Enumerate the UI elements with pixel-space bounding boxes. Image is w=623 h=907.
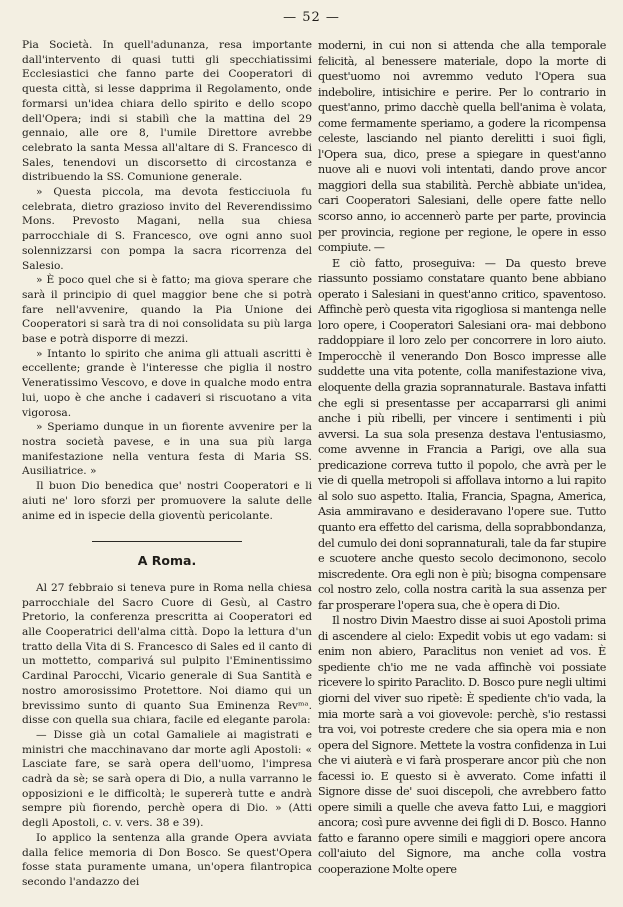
right-column	[318, 38, 606, 878]
paragraph: Al 27 febbraio si teneva pure in Roma nella chiesa parrocchiale del Sacro Cuore di Gesù, al Castro Pretorio, la conferenza prescritta ai Cooperatori ed alle Cooperatrici dell'alma città. Dopo la lettura d'un tratto della Vita di S. Francesco di Sales ed il canto di un mottetto, comparivá sul pulpito l'Eminentissimo Cardinal Parocchi, Vicario generale di Sua Santità e nostro amorosissimo Protettore. Noi diamo qui un brevissimo sunto di quanto Sua Eminenza Revᵐᵃ. disse con quella sua chiara, facile ed elegante parola:	[22, 581, 312, 727]
paragraph: Pia Società. In quell'adunanza, resa importante dall'intervento di quasi tutti gli specchiatissimi Ecclesiastici che fanno parte dei Cooperatori di questa città, si lesse dapprima il Regolamento, onde formarsi un'idea chiara dello spirito e dello scopo dell'Opera; indi si stabilì che la mattina del 29 gennaio, alle ore 8, l'umile Direttore avrebbe celebrato la santa Messa all'altare di S. Francesco di Sales, tenendovi un discorsetto di circostanza e distribuendo la SS. Comunione generale.	[22, 39, 312, 184]
paragraph: » Speriamo dunque in un fiorente avvenire per la nostra società pavese, e in una sua più larga manifestazione nella ventura festa di Maria SS. Ausiliatrice. »	[22, 421, 312, 478]
paragraph: Il buon Dio benedica que' nostri Cooperatori e li aiuti ne' loro sforzi per promuovere la salute delle anime ed in ispecie della gioventù pericolante.	[22, 480, 312, 522]
paragraph: » Questa piccola, ma devota festicciuola fu celebrata, dietro grazioso invito del Reverendissimo Mons. Prevosto Magani, nella sua chiesa parrocchiale di S. Francesco, ove ogni anno suol solennizzarsi con pompa la sacra ricorrenza del Salesio.	[22, 186, 312, 272]
paragraph: — Disse già un cotal Gamaliele ai magistrati e ministri che macchinavano dar morte agli Apostoli: « Lasciate fare, se sarà opera dell'uomo, l'impresa cadrà da sè; se sarà opera di Dio, a nulla varranno le opposizioni e le difficoltà; le supererà tutte e andrà sempre più fiorendo, perchè opera di Dio. » (Atti degli Apostoli, c. v. vers. 38 e 39).	[22, 728, 312, 830]
page-number: — 52 —	[283, 10, 340, 25]
paragraph: » Intanto lo spirito che anima gli attuali ascritti è eccellente; grande è l'interesse che piglia il nostro Veneratissimo Vescovo, e dove in qualche modo entra lui, uopo è che anche i cadaveri si riscuotano a vita vigorosa.	[22, 347, 312, 419]
section-heading: A Roma.	[137, 553, 197, 569]
left-column	[22, 38, 312, 890]
paragraph: » È poco quel che si è fatto; ma giova sperare che sarà il principio di quel maggior bene che si potrà fare nell'avvenire, quando la Pia Unione dei Cooperatori si sarà tra di noi consolidata su più larga base e potrà disporre di mezzi.	[22, 274, 312, 346]
paragraph: Io applico la sentenza alla grande Opera avviata dalla felice memoria di Don Bosco. Se quest'Opera fosse stata puramente umana, un'opera filantropica secondo l'andazzo dei	[22, 831, 312, 888]
paragraph: E ciò fatto, proseguiva: — Da questo breve riassunto possiamo constatare quanto bene abbiano operato i Salesiani in quest'anno critico, spaventoso. Affinchè però questa vita rigogliosa si mantenga nelle loro opere, i Cooperatori Salesiani ora- mai debbono raddoppiare il loro zelo per concorrere in loro aiuto. Imperocchè il venerando Don Bosco impresse alle suddette una vita potente, colla manifestazione viva, eloquente della grazia soprannaturale. Bastava infatti che egli si presentasse per accaparrarsi gli animi anche i più ribelli, per vincere i sentimenti i più avversi. La sua sola presenza destava l'entusiasmo, come avvenne in Francia a Parigi, ove alla sua predicazione correva tutto il popolo, che avrà per le vie di quella metropoli si affollava intorno a lui rapito al solo suo aspetto. Italia, Francia, Spagna, America, Asia ammiravano e desideravano l'opere sue. Tutto quanto era effetto del carisma, della soprabbondanza, del cumulo dei doni soprannaturali, tale da far stupire e scuotere anche questo secolo decimonono, secolo miscredente. Ora egli non è più; bisogna compensare col nostro zelo, colla nostra carità la sua assenza per far prosperare l'opera sua, che è opera di Dio.	[318, 256, 606, 612]
paragraph: moderni, in cui non si attenda che alla temporale felicità, al benessere materiale, dopo la morte di quest'uomo noi avremmo veduto l'Opera sua indebolire, intisichire e perire. Per lo contrario in quest'anno, primo dacchè quella bell'anima è volata, come fermamente speriamo, a godere la ricompensa celeste, lasciando nel pianto derelitti i suoi figli, l'Opera sua, dico, prese a spiegare in quest'anno nuove ali e nuovi voli intentati, dando prove ancor maggiori della sua stabilità. Perchè abbiate un'idea, cari Cooperatori Salesiani, delle opere fatte nello scorso anno, io accennerò parte per parte, provincia per provincia, regione per regione, le opere in esso compiute. —	[318, 39, 606, 255]
paragraph: Il nostro Divin Maestro disse ai suoi Apostoli prima di ascendere al cielo: Expedit vobis ut ego vadam: si enim non abiero, Paraclitus non veniet ad vos. È spediente ch'io me ne vada affinchè voi possiate ricevere lo spirito Paraclito. D. Bosco pure negli ultimi giorni del viver suo ripetè: È spediente ch'io vada, la mia morte sarà a voi giovevole: perchè, s'io restassi tra voi, voi potreste credere che sia opera mia e non opera del Signore. Mettete la vostra confidenza in Lui che vi aiuterà e vi farà prosperare ancor più che non facessi io. E questo si è avverato. Come infatti il Signore disse de' suoi discepoli, che avrebbero fatto opere simili a quelle che aveva fatto Lui, e maggiori ancora; così pure avvenne dei figli di D. Bosco. Hanno fatto e faranno opere simili e maggiori opere ancora coll'aiuto del Signore, ma anche colla vostra cooperazione Molte opere	[318, 614, 606, 876]
section-divider	[92, 541, 242, 542]
